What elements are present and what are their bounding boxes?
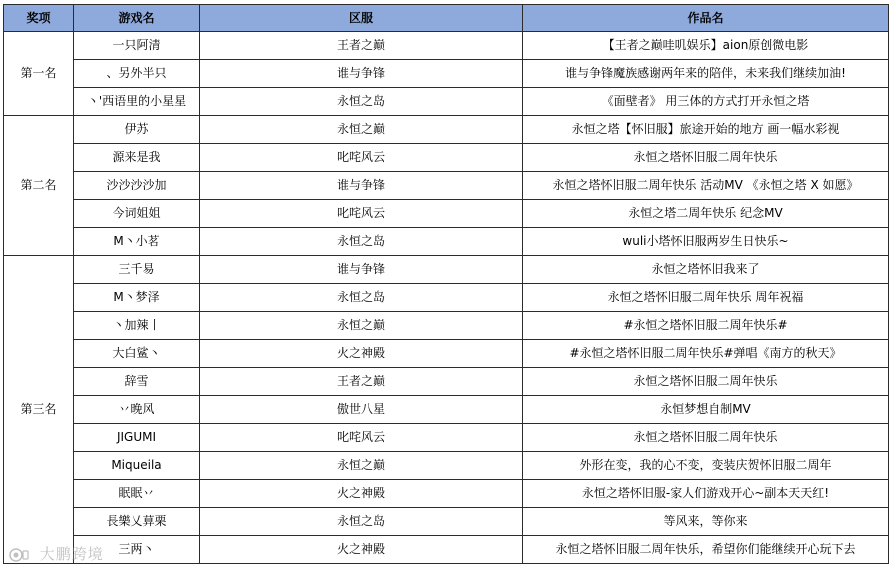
table-row bbox=[4, 60, 889, 88]
table-row bbox=[4, 536, 889, 564]
camera-logo-icon bbox=[8, 547, 30, 563]
awards-table bbox=[3, 4, 889, 564]
award-cell: 第一名 bbox=[4, 32, 74, 116]
table-row bbox=[4, 32, 889, 60]
header-server: 区服 bbox=[200, 5, 523, 32]
table-row bbox=[4, 340, 889, 368]
server-cell: 火之神殿 bbox=[200, 340, 523, 368]
table-row bbox=[4, 200, 889, 228]
award-cell: 第三名 bbox=[4, 256, 74, 564]
server-cell: 叱咤风云 bbox=[200, 144, 523, 172]
work-name-cell: 永恒之塔二周年快乐 纪念MV bbox=[523, 200, 889, 228]
game-name-cell: 長樂乂萛栗 bbox=[74, 508, 200, 536]
server-cell: 永恒之巅 bbox=[200, 312, 523, 340]
work-name-cell: #永恒之塔怀旧服二周年快乐# bbox=[523, 312, 889, 340]
work-name-cell: 永恒之塔怀旧服-家人们游戏开心~副本天天红! bbox=[523, 480, 889, 508]
work-name-cell: 外形在变，我的心不变，变装庆贺怀旧服二周年 bbox=[523, 452, 889, 480]
game-name-cell: 、另外半只 bbox=[74, 60, 200, 88]
header-award: 奖项 bbox=[4, 5, 74, 32]
work-name-cell: 谁与争锋魔族感谢两年来的陪伴，未来我们继续加油! bbox=[523, 60, 889, 88]
server-cell: 叱咤风云 bbox=[200, 200, 523, 228]
table-row bbox=[4, 508, 889, 536]
table-row bbox=[4, 312, 889, 340]
table-row bbox=[4, 284, 889, 312]
game-name-cell: 辞雪 bbox=[74, 368, 200, 396]
work-name-cell: #永恒之塔怀旧服二周年快乐#弹唱《南方的秋天》 bbox=[523, 340, 889, 368]
work-name-cell: wuli小塔怀旧服两岁生日快乐~ bbox=[523, 228, 889, 256]
game-name-cell: M丶小茗 bbox=[74, 228, 200, 256]
server-cell: 火之神殿 bbox=[200, 480, 523, 508]
table-row bbox=[4, 144, 889, 172]
game-name-cell: 伊苏 bbox=[74, 116, 200, 144]
server-cell: 叱咤风云 bbox=[200, 424, 523, 452]
table-row bbox=[4, 116, 889, 144]
work-name-cell: 永恒之塔【怀旧服】旅途开始的地方 画一幅水彩视 bbox=[523, 116, 889, 144]
game-name-cell: 丷晚风 bbox=[74, 396, 200, 424]
server-cell: 永恒之巅 bbox=[200, 452, 523, 480]
server-cell: 永恒之岛 bbox=[200, 284, 523, 312]
game-name-cell: M丶梦泽 bbox=[74, 284, 200, 312]
work-name-cell: 永恒之塔怀旧服二周年快乐 bbox=[523, 424, 889, 452]
watermark-text: 大鹏跨境 bbox=[39, 545, 104, 563]
award-cell: 第二名 bbox=[4, 116, 74, 256]
table-row bbox=[4, 480, 889, 508]
work-name-cell: 永恒之塔怀旧服二周年快乐 bbox=[523, 144, 889, 172]
work-name-cell: 【王者之巅哇叽娱乐】aion原创微电影 bbox=[523, 32, 889, 60]
server-cell: 谁与争锋 bbox=[200, 172, 523, 200]
table-row bbox=[4, 396, 889, 424]
table-row bbox=[4, 88, 889, 116]
server-cell: 傲世八星 bbox=[200, 396, 523, 424]
game-name-cell: 丶加辣丨 bbox=[74, 312, 200, 340]
table-row bbox=[4, 256, 889, 284]
table-row bbox=[4, 452, 889, 480]
table-row bbox=[4, 368, 889, 396]
header-row bbox=[4, 5, 889, 32]
game-name-cell: Miqueila bbox=[74, 452, 200, 480]
game-name-cell: 眠眠丷 bbox=[74, 480, 200, 508]
table-body bbox=[4, 32, 889, 564]
game-name-cell: 三两丶 bbox=[74, 536, 200, 564]
work-name-cell: 永恒之塔怀旧服二周年快乐，希望你们能继续开心玩下去 bbox=[523, 536, 889, 564]
server-cell: 王者之巅 bbox=[200, 32, 523, 60]
game-name-cell: 源来是我 bbox=[74, 144, 200, 172]
work-name-cell: 等风来，等你来 bbox=[523, 508, 889, 536]
table-row bbox=[4, 172, 889, 200]
game-name-cell: 沙沙沙沙加 bbox=[74, 172, 200, 200]
server-cell: 永恒之岛 bbox=[200, 88, 523, 116]
header-game-name: 游戏名 bbox=[74, 5, 200, 32]
work-name-cell: 永恒之塔怀旧服二周年快乐 周年祝福 bbox=[523, 284, 889, 312]
game-name-cell: 今词姐姐 bbox=[74, 200, 200, 228]
work-name-cell: 永恒之塔怀旧服二周年快乐 bbox=[523, 368, 889, 396]
work-name-cell: 《面壁者》 用三体的方式打开永恒之塔 bbox=[523, 88, 889, 116]
work-name-cell: 永恒之塔怀旧我来了 bbox=[523, 256, 889, 284]
work-name-cell: 永恒之塔怀旧服二周年快乐 活动MV 《永恒之塔 X 如愿》 bbox=[523, 172, 889, 200]
header-work-name: 作品名 bbox=[523, 5, 889, 32]
server-cell: 谁与争锋 bbox=[200, 256, 523, 284]
table-row bbox=[4, 424, 889, 452]
game-name-cell: 三千易 bbox=[74, 256, 200, 284]
server-cell: 永恒之巅 bbox=[200, 116, 523, 144]
game-name-cell: 一只阿清 bbox=[74, 32, 200, 60]
table-row bbox=[4, 228, 889, 256]
server-cell: 永恒之岛 bbox=[200, 508, 523, 536]
server-cell: 王者之巅 bbox=[200, 368, 523, 396]
game-name-cell: 丶'西语里的小星星 bbox=[74, 88, 200, 116]
game-name-cell: JIGUMI bbox=[74, 424, 200, 452]
server-cell: 火之神殿 bbox=[200, 536, 523, 564]
work-name-cell: 永恒梦想自制MV bbox=[523, 396, 889, 424]
server-cell: 谁与争锋 bbox=[200, 60, 523, 88]
game-name-cell: 大白鲨丶 bbox=[74, 340, 200, 368]
watermark bbox=[8, 543, 104, 564]
server-cell: 永恒之岛 bbox=[200, 228, 523, 256]
